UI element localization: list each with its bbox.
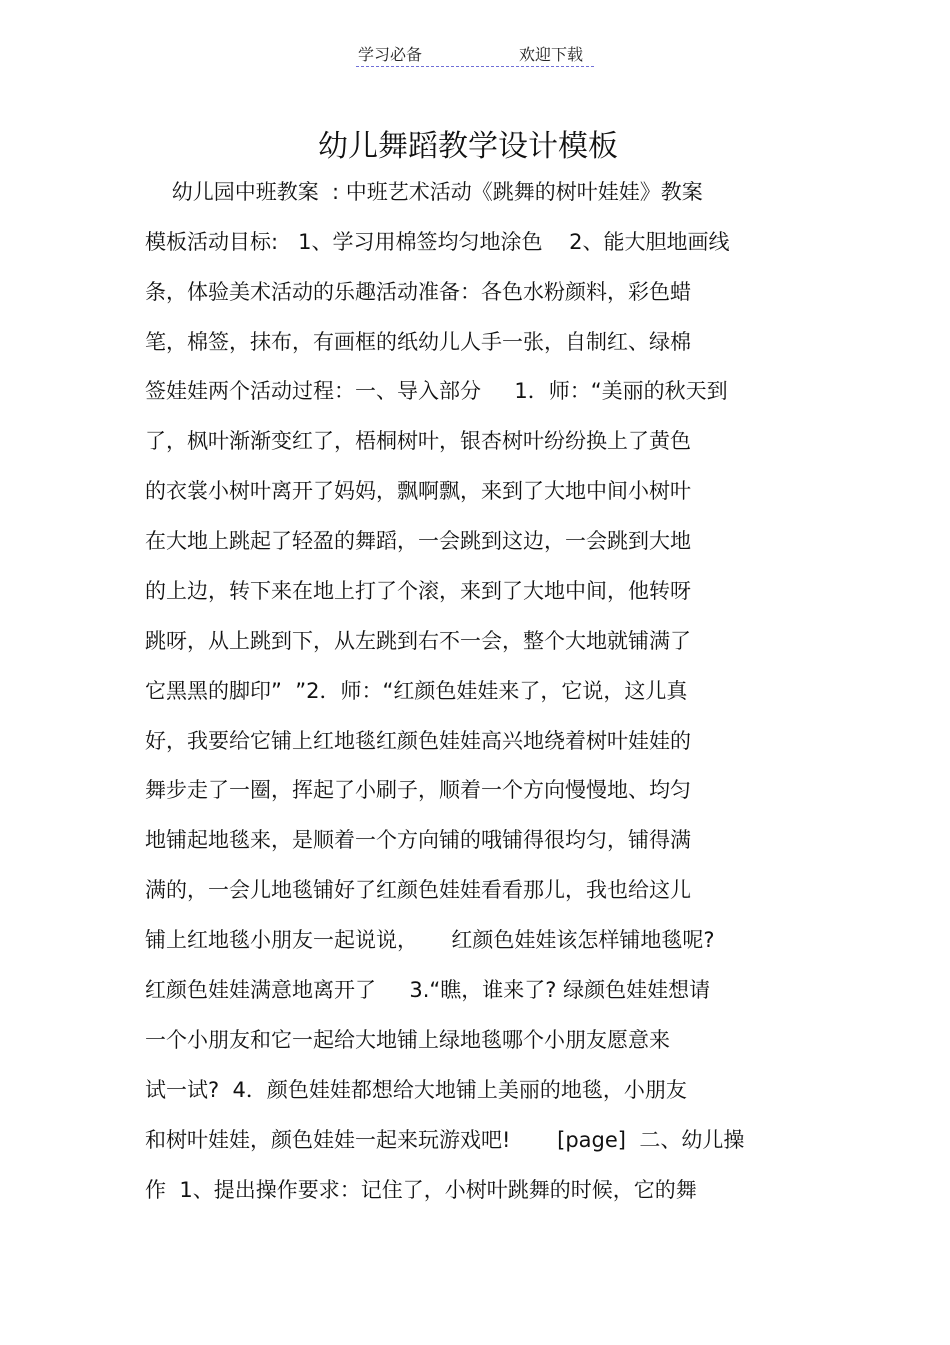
body-line: 了，枫叶渐渐变红了，梧桐树叶，银杏树叶纷纷换上了黄色: [145, 429, 691, 453]
body-line: 好，我要给它铺上红地毯红颜色娃娃高兴地绕着树叶娃娃的: [145, 729, 691, 753]
body-line: 作 1、提出操作要求：记住了，小树叶跳舞的时候，它的舞: [145, 1178, 697, 1202]
body-line: 笔，棉签，抹布，有画框的纸幼儿人手一张，自制红、绿棉: [145, 330, 691, 354]
body-line: 铺上红地毯小朋友一起说说， 红颜色娃娃该怎样铺地毯呢?: [145, 928, 715, 952]
body-line: 试一试? 4．颜色娃娃都想给大地铺上美丽的地毯，小朋友: [145, 1078, 687, 1102]
body-line: 的上边，转下来在地上打了个滚，来到了大地中间，他转呀: [145, 579, 691, 603]
body-line: 的衣裳小树叶离开了妈妈，飘啊飘，来到了大地中间小树叶: [145, 479, 691, 503]
header-left-text: 学习必备: [358, 45, 423, 64]
body-line: 和树叶娃娃，颜色娃娃一起来玩游戏吧! [page] 二、幼儿操: [145, 1128, 745, 1152]
body-line: 在大地上跳起了轻盈的舞蹈，一会跳到这边，一会跳到大地: [145, 529, 691, 553]
body-line: 一个小朋友和它一起给大地铺上绿地毯哪个小朋友愿意来: [145, 1028, 670, 1052]
body-line: 红颜色娃娃满意地离开了 3.“瞧，谁来了? 绿颜色娃娃想请: [145, 978, 711, 1002]
body-line: 模板活动目标: 1、学习用棉签均匀地涂色 2、能大胆地画线: [145, 230, 730, 254]
page-header: [356, 40, 594, 67]
document-title: 幼儿舞蹈教学设计模板: [318, 129, 618, 164]
body-line: 地铺起地毯来，是顺着一个方向铺的哦铺得很均匀，铺得满: [145, 828, 691, 852]
body-line: 跳呀，从上跳到下，从左跳到右不一会，整个大地就铺满了: [145, 629, 691, 653]
body-line: 满的，一会儿地毯铺好了红颜色娃娃看看那儿，我也给这儿: [145, 878, 691, 902]
body-line: 签娃娃两个活动过程：一、导入部分 1．师：“美丽的秋天到: [145, 379, 728, 403]
body-line: 舞步走了一圈，挥起了小刷子，顺着一个方向慢慢地、均匀: [145, 778, 691, 802]
header-right-text: 欢迎下载: [519, 45, 584, 64]
body-line: 条，体验美术活动的乐趣活动准备：各色水粉颜料，彩色蜡: [145, 280, 691, 304]
body-line: 它黑黑的脚印” ”2．师：“红颜色娃娃来了，它说，这儿真: [145, 679, 688, 703]
body-line: 幼儿园中班教案 : 中班艺术活动《跳舞的树叶娃娃》教案: [145, 180, 703, 204]
